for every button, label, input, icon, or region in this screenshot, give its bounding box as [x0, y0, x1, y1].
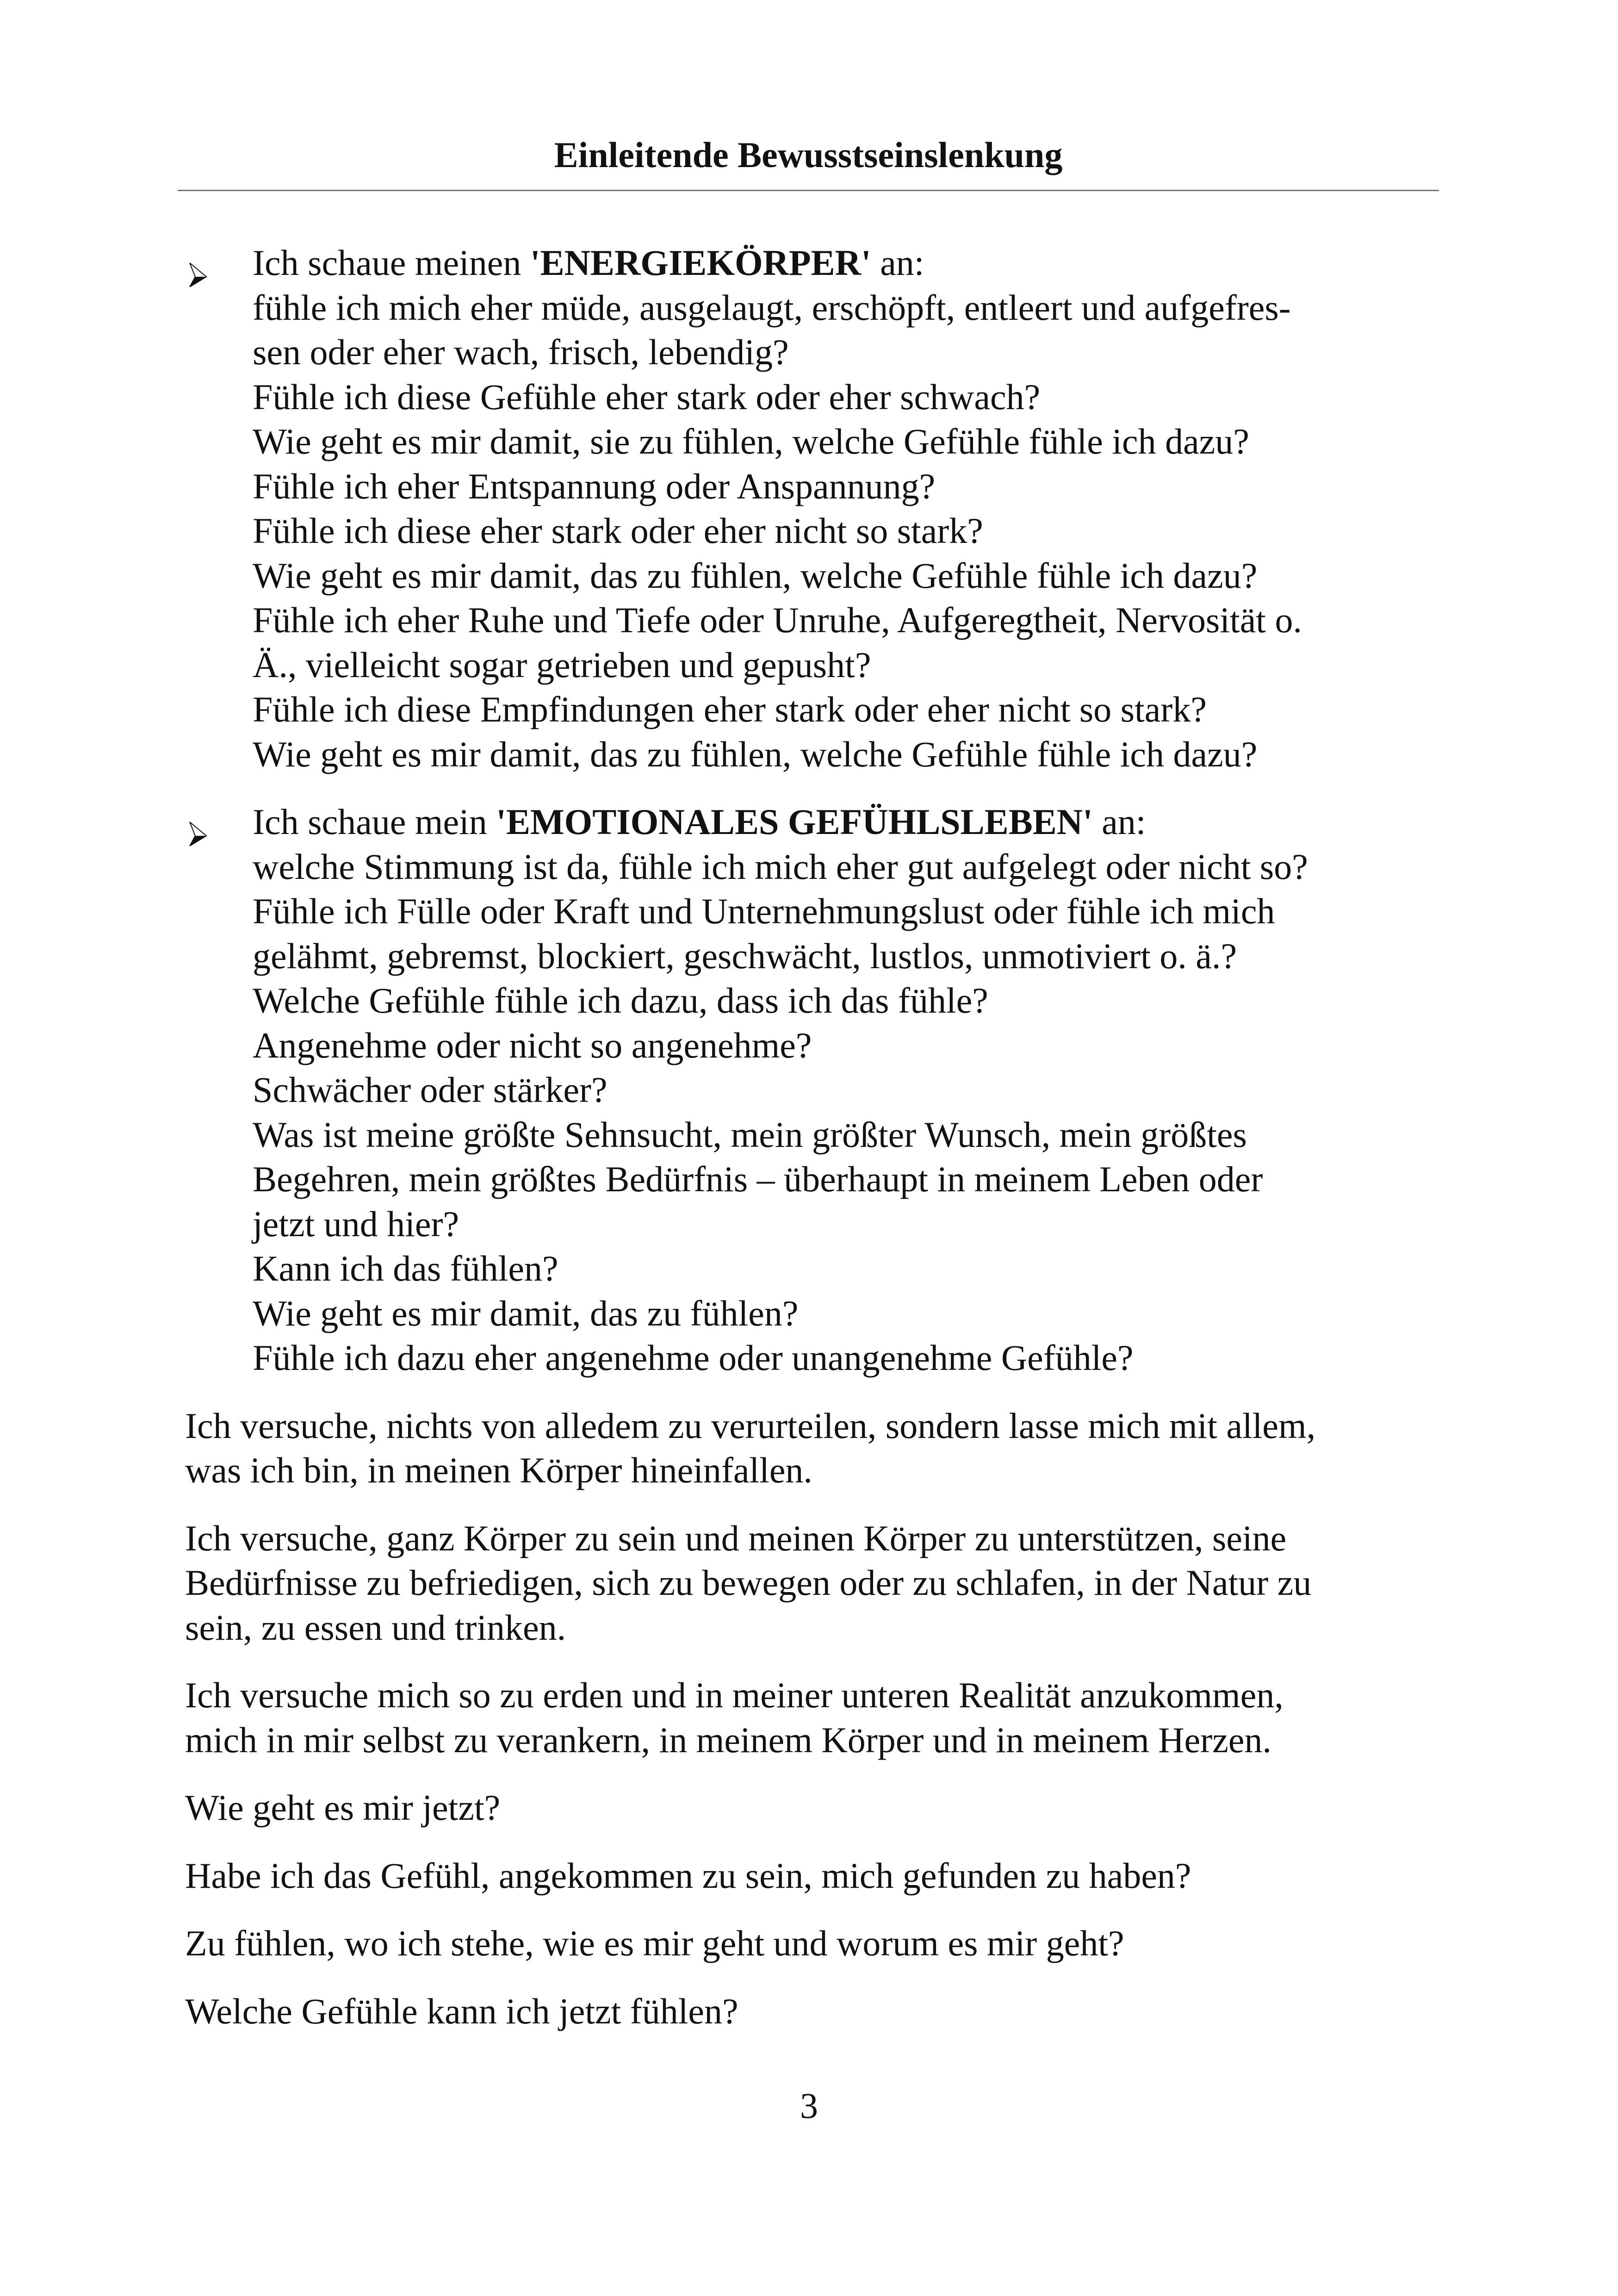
bullet-line: Angenehme oder nicht so angenehme? — [253, 1025, 812, 1065]
paragraph-line: Bedürfnisse zu befriedigen, sich zu bewegen oder zu schlafen, in der Natur zu — [185, 1562, 1312, 1603]
paragraph-line: Ich versuche mich so zu erden und in meiner unteren Realität anzukommen, — [185, 1675, 1283, 1715]
intro-text: an: — [1092, 802, 1146, 842]
bullet-line: Fühle ich eher Entspannung oder Anspannung? — [253, 466, 936, 506]
bullet-line: Fühle ich eher Ruhe und Tiefe oder Unruhe, Aufgeregtheit, Nervosität o. — [253, 600, 1302, 640]
intro-text: Ich schaue meinen — [253, 243, 530, 283]
bullet-item — [185, 800, 1453, 1381]
bullet-line: Schwächer oder stärker? — [253, 1070, 608, 1110]
intro-keyword: 'EMOTIONALES GEFÜHLSLEBEN' — [496, 802, 1093, 842]
paragraph — [185, 1673, 1453, 1762]
bullet-line: Wie geht es mir damit, das zu fühlen? — [253, 1293, 799, 1333]
running-header: Einleitende Bewusstseinslenkung — [554, 135, 1063, 175]
arrow-bullet-icon — [189, 253, 207, 277]
paragraph-line: Habe ich das Gefühl, angekommen zu sein, mich gefunden zu haben? — [185, 1855, 1191, 1896]
paragraph-line: sein, zu essen und trinken. — [185, 1607, 566, 1648]
intro-keyword: 'ENERGIEKÖRPER' — [530, 243, 871, 283]
paragraph — [185, 1786, 1453, 1830]
bullet-intro — [253, 241, 1453, 286]
bullet-line: Wie geht es mir damit, das zu fühlen, welche Gefühle fühle ich dazu? — [253, 734, 1258, 774]
intro-text: Ich schaue mein — [253, 802, 496, 842]
bullet-line: Wie geht es mir damit, das zu fühlen, welche Gefühle fühle ich dazu? — [253, 555, 1258, 596]
bullet-line: welche Stimmung ist da, fühle ich mich eher gut aufgelegt oder nicht so? — [253, 846, 1308, 887]
bullet-line: Was ist meine größte Sehnsucht, mein größter Wunsch, mein größtes — [253, 1114, 1247, 1155]
bullet-line: Fühle ich Fülle oder Kraft und Unternehmungslust oder fühle ich mich — [253, 891, 1275, 931]
paragraph — [185, 1516, 1453, 1650]
bullet-line: Wie geht es mir damit, sie zu fühlen, welche Gefühle fühle ich dazu? — [253, 421, 1250, 461]
bullet-line: jetzt und hier? — [253, 1203, 459, 1244]
paragraph-line: Welche Gefühle kann ich jetzt fühlen? — [185, 1991, 738, 2031]
paragraph-line: Ich versuche, ganz Körper zu sein und meinen Körper zu unterstützen, seine — [185, 1518, 1287, 1558]
page-body — [185, 241, 1453, 2057]
paragraph — [185, 1854, 1453, 1898]
bullet-line: Begehren, mein größtes Bedürfnis – überhaupt in meinem Leben oder — [253, 1159, 1263, 1199]
bullet-line: Fühle ich diese Gefühle eher stark oder eher schwach? — [253, 376, 1041, 417]
arrow-bullet-icon — [189, 812, 207, 836]
bullet-line: sen oder eher wach, frisch, lebendig? — [253, 332, 789, 372]
bullet-line: Kann ich das fühlen? — [253, 1248, 558, 1288]
bullet-intro — [253, 800, 1453, 845]
paragraph-line: Ich versuche, nichts von alledem zu verurteilen, sondern lasse mich mit allem, — [185, 1405, 1316, 1446]
header-rule — [178, 190, 1439, 191]
paragraph-line: was ich bin, in meinen Körper hineinfallen. — [185, 1450, 812, 1490]
bullet-line: Fühle ich diese eher stark oder eher nicht so stark? — [253, 510, 983, 551]
bullet-item — [185, 241, 1453, 777]
paragraph — [185, 1404, 1453, 1493]
intro-text: an: — [871, 243, 924, 283]
bullet-line: Ä., vielleicht sogar getrieben und gepusht? — [253, 644, 871, 685]
bullet-line: Fühle ich diese Empfindungen eher stark oder eher nicht so stark? — [253, 689, 1207, 729]
bullet-line: Welche Gefühle fühle ich dazu, dass ich das fühle? — [253, 980, 988, 1020]
paragraph — [185, 1989, 1453, 2034]
bullet-line: Fühle ich dazu eher angenehme oder unangenehme Gefühle? — [253, 1338, 1134, 1378]
page-number: 3 — [800, 2085, 818, 2126]
paragraph-line: Zu fühlen, wo ich stehe, wie es mir geht und worum es mir geht? — [185, 1923, 1124, 1963]
bullet-line: fühle ich mich eher müde, ausgelaugt, erschöpft, entleert und aufgefres- — [253, 287, 1291, 328]
paragraph-line: Wie geht es mir jetzt? — [185, 1787, 501, 1828]
bullet-line: gelähmt, gebremst, blockiert, geschwächt, lustlos, unmotiviert o. ä.? — [253, 935, 1237, 976]
paragraph — [185, 1921, 1453, 1966]
paragraph-line: mich in mir selbst zu verankern, in meinem Körper und in meinem Herzen. — [185, 1719, 1271, 1760]
